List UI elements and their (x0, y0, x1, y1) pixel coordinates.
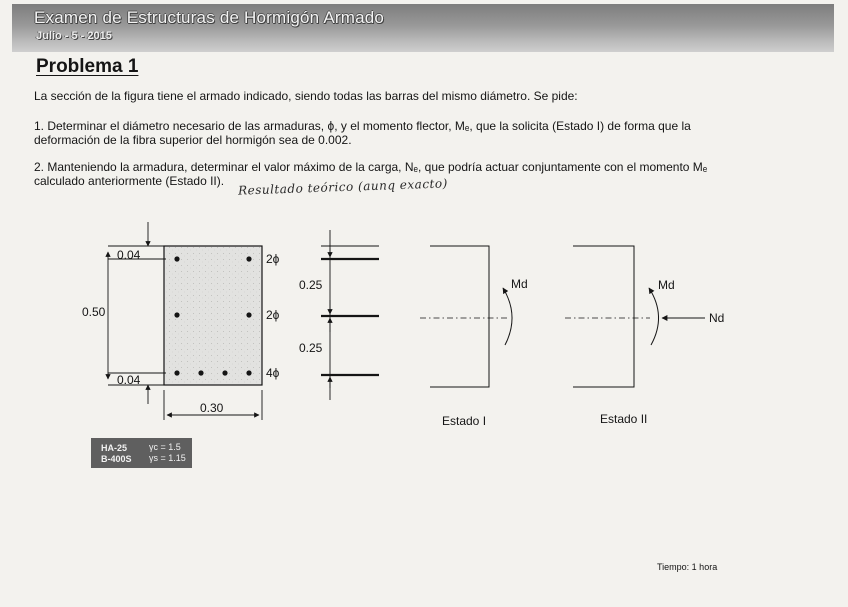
state-2-beam-outline (573, 246, 634, 387)
exam-date: Julio - 5 - 2015 (36, 30, 112, 42)
state-1-moment-arrow (503, 288, 512, 345)
state-1-diagram (420, 246, 528, 387)
cross-section (82, 222, 280, 420)
exam-title: Examen de Estructuras de Hormigón Armado (34, 8, 385, 27)
rebar-bottom-1 (174, 370, 179, 375)
state-2-axial-label: Nd (709, 311, 725, 325)
label-width: 0.30 (200, 401, 224, 415)
materials-box (91, 438, 192, 468)
state-2-moment-label: Md (658, 278, 675, 292)
label-bars-top: 2ϕ (266, 252, 280, 266)
label-lower-spacing: 0.25 (299, 341, 323, 355)
item-1-line-1: 1. Determinar el diámetro necesario de las armaduras, ϕ, y el momento flector, Mₑ, que la solicita (Estado I) de forma que la (34, 119, 691, 133)
state-1-label: Estado I (442, 414, 487, 428)
state-1-moment-label: Md (511, 277, 528, 291)
rebar-mid-right (246, 312, 251, 317)
label-height: 0.50 (82, 305, 106, 319)
state-1-beam-outline (430, 246, 489, 387)
handwritten-note: Resultado teórico (aunq exacto) (237, 176, 448, 198)
problem-intro: La sección de la figura tiene el armado indicado, siendo todas las barras del mismo diámetro. Se pide: (34, 89, 578, 103)
state-2-moment-arrow (649, 288, 659, 345)
problem-title: Problema 1 (36, 56, 139, 77)
concrete-grade: HA-25 (101, 443, 128, 453)
label-bottom-cover: 0.04 (117, 373, 141, 387)
state-2-label: Estado II (600, 412, 648, 426)
rebar-bottom-2 (198, 370, 203, 375)
layer-spacing-diagram (299, 230, 379, 400)
rebar-top-right (246, 256, 251, 261)
rebar-bottom-4 (246, 370, 251, 375)
label-upper-spacing: 0.25 (299, 278, 323, 292)
rebar-top-left (174, 256, 179, 261)
steel-grade: B-400S (101, 454, 132, 464)
item-2-line-1: 2. Manteniendo la armadura, determinar el valor máximo de la carga, Nₑ, que podría actuar conjuntamente con el momento Mₑ (34, 160, 708, 174)
item-2-line-2: calculado anteriormente (Estado II). (34, 174, 225, 188)
rebar-bottom-3 (222, 370, 227, 375)
time-allowed: Tiempo: 1 hora (657, 562, 718, 572)
state-2-diagram (565, 246, 724, 387)
gamma-concrete: γc = 1.5 (149, 442, 181, 452)
item-1-line-2: deformación de la fibra superior del hormigón sea de 0.002. (34, 133, 352, 147)
label-top-cover: 0.04 (117, 248, 141, 262)
label-bars-bottom: 4ϕ (266, 366, 280, 380)
gamma-steel: γs = 1.15 (149, 453, 186, 463)
label-bars-mid: 2ϕ (266, 308, 280, 322)
rebar-mid-left (174, 312, 179, 317)
